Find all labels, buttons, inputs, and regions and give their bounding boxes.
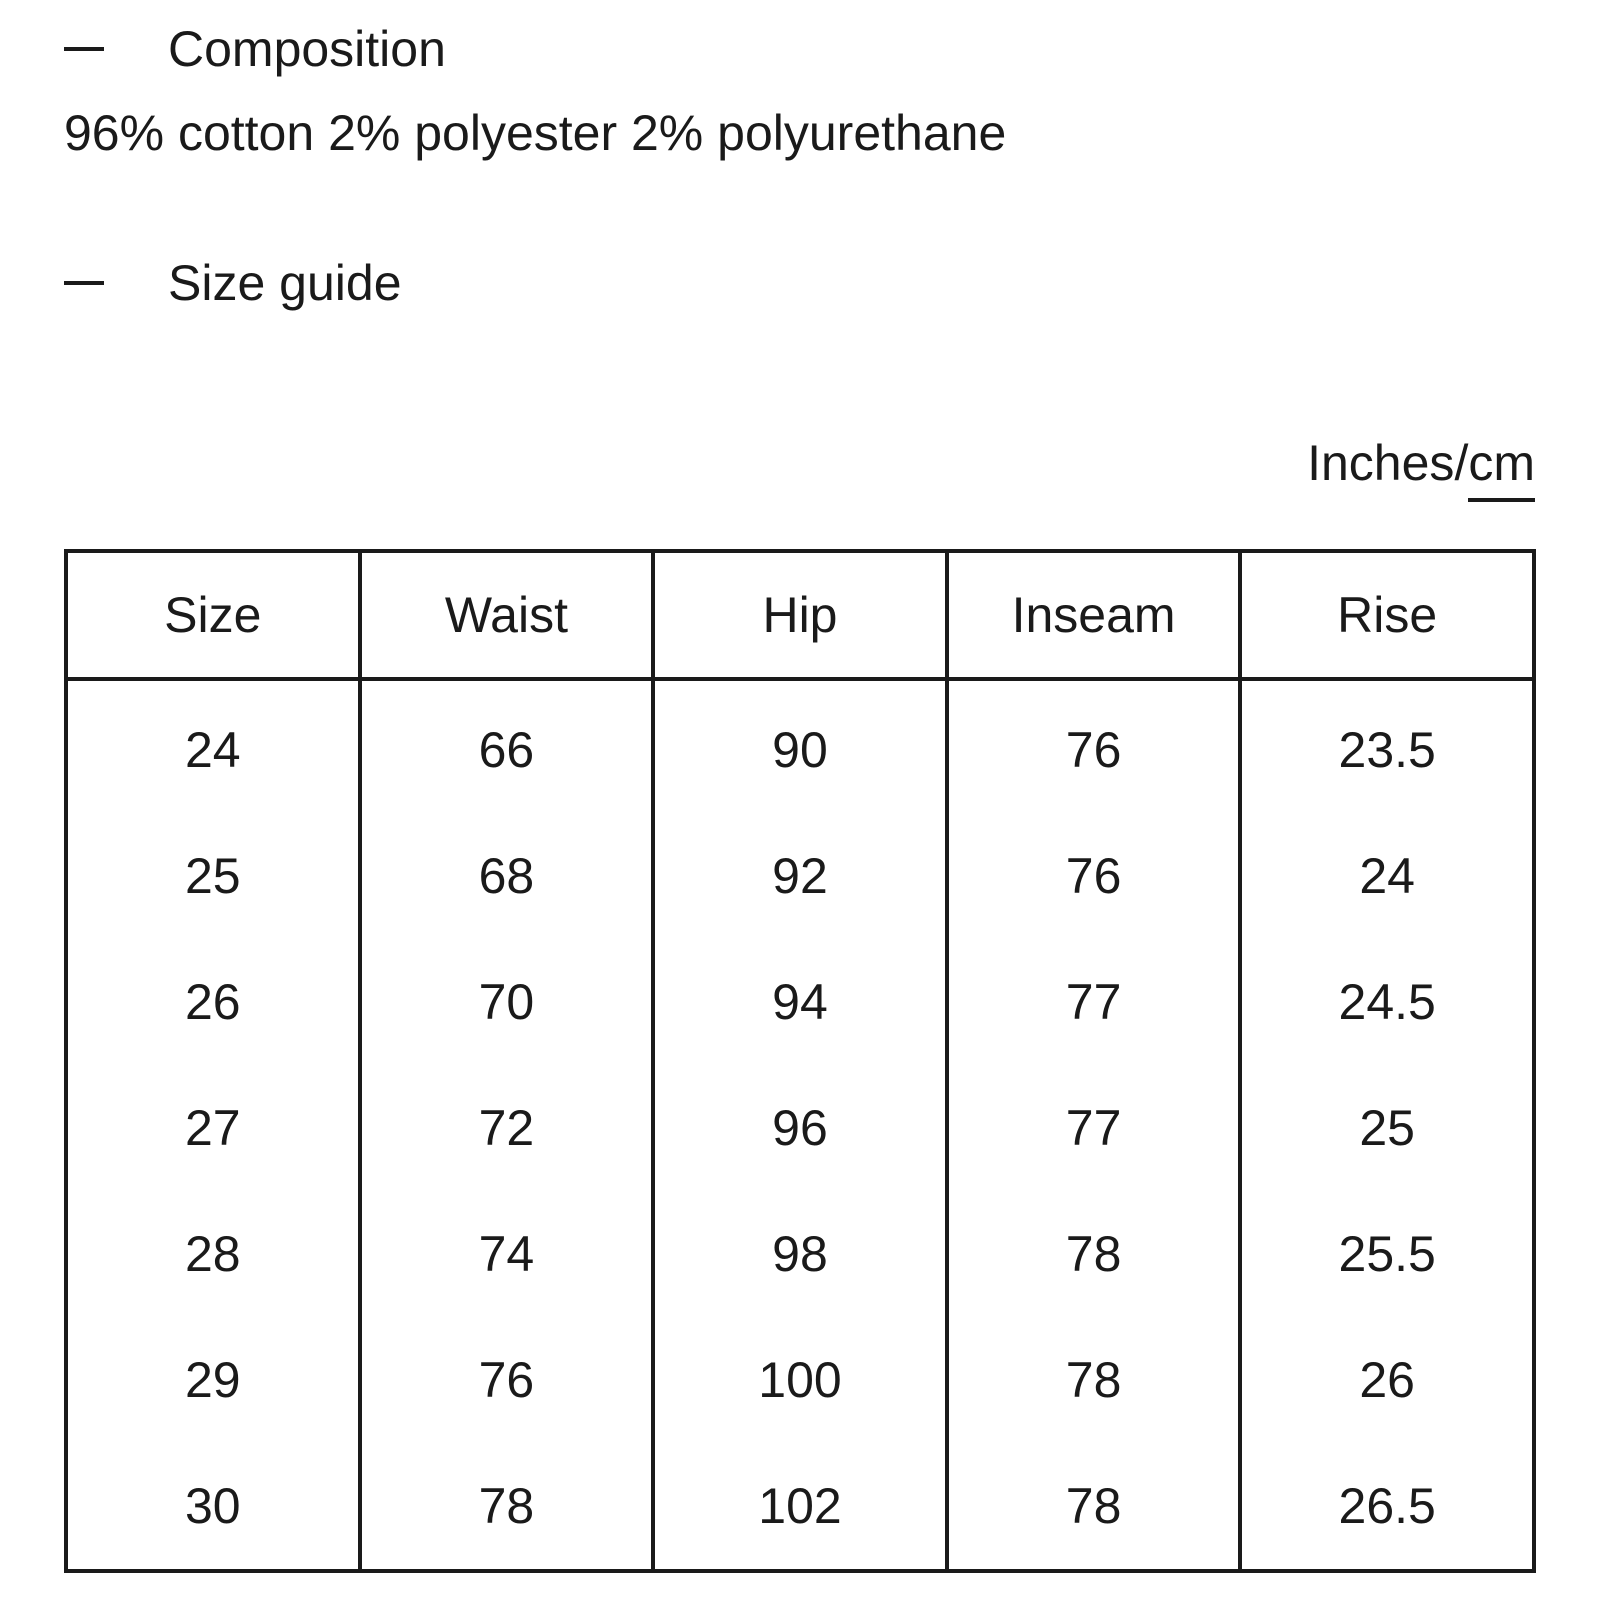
- table-cell: 77: [947, 1065, 1241, 1191]
- table-cell: 76: [947, 813, 1241, 939]
- unit-inches-option[interactable]: Inches: [1307, 435, 1455, 491]
- table-cell: 102: [653, 1443, 947, 1571]
- table-cell: 29: [184, 1352, 241, 1408]
- column-header-waist: Waist: [360, 551, 654, 679]
- table-cell: 72: [360, 1065, 654, 1191]
- table-cell: 24.5: [1240, 939, 1534, 1065]
- dash-icon: [64, 47, 104, 51]
- table-cell: 78: [360, 1443, 654, 1571]
- column-header-hip: Hip: [653, 551, 947, 679]
- table-cell: 25.5: [1240, 1191, 1534, 1317]
- table-cell: 74: [360, 1191, 654, 1317]
- table-cell: 98: [653, 1191, 947, 1317]
- table-row: [66, 679, 1534, 813]
- table-row: [66, 1191, 1534, 1317]
- table-cell: 92: [653, 813, 947, 939]
- size-guide-heading: [64, 255, 402, 311]
- column-header-inseam: Inseam: [947, 551, 1241, 679]
- size-guide-heading-label: Size guide: [168, 255, 402, 311]
- table-cell: 77: [947, 939, 1241, 1065]
- table-cell: 94: [653, 939, 947, 1065]
- table-cell: 24: [184, 722, 241, 778]
- table-cell: 78: [947, 1191, 1241, 1317]
- table-header-row: [66, 551, 1534, 679]
- unit-separator: /: [1454, 435, 1469, 491]
- table-cell: 25: [1240, 1065, 1534, 1191]
- column-header-rise: Rise: [1240, 551, 1534, 679]
- column-header-size: Size: [66, 551, 360, 679]
- table-cell: 78: [947, 1317, 1241, 1443]
- table-row: [66, 939, 1534, 1065]
- table-cell: 26.5: [1240, 1443, 1534, 1571]
- composition-text: 96% cotton 2% polyester 2% polyurethane: [64, 105, 1007, 161]
- unit-cm-option[interactable]: cm: [1468, 438, 1535, 502]
- table-cell: 30: [184, 1478, 241, 1534]
- composition-heading: [64, 21, 446, 77]
- table-cell: 70: [360, 939, 654, 1065]
- table-cell: 90: [653, 679, 947, 813]
- table-cell: 26: [1240, 1317, 1534, 1443]
- table-cell: 24: [1240, 813, 1534, 939]
- table-cell: 78: [947, 1443, 1241, 1571]
- unit-toggle: [1307, 435, 1535, 502]
- table-cell: 66: [360, 679, 654, 813]
- dash-icon: [64, 281, 104, 285]
- table-cell: 25: [184, 848, 241, 904]
- table-row: [66, 1317, 1534, 1443]
- table-cell: 68: [360, 813, 654, 939]
- size-table: [64, 549, 1536, 1573]
- table-cell: 26: [184, 974, 241, 1030]
- table-cell: 28: [184, 1226, 241, 1282]
- table-row: [66, 1443, 1534, 1571]
- table-cell: 76: [360, 1317, 654, 1443]
- table-cell: 96: [653, 1065, 947, 1191]
- table-cell: 100: [653, 1317, 947, 1443]
- table-cell: 27: [184, 1100, 241, 1156]
- table-cell: 23.5: [1240, 679, 1534, 813]
- table-row: [66, 813, 1534, 939]
- table-cell: 76: [947, 679, 1241, 813]
- table-row: [66, 1065, 1534, 1191]
- composition-heading-label: Composition: [168, 21, 446, 77]
